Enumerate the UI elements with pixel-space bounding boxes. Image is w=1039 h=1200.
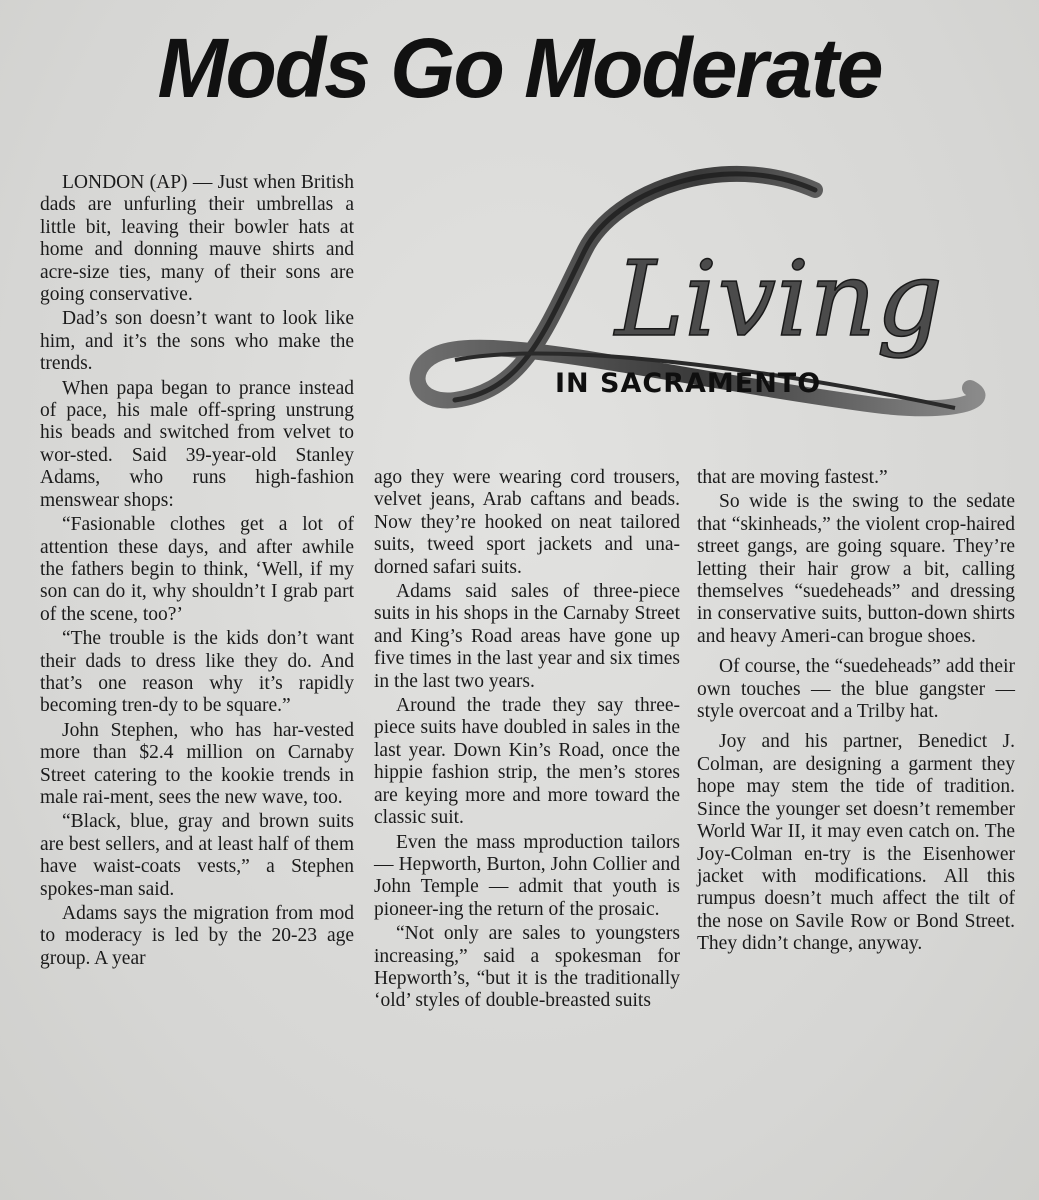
- article-column-3: [697, 467, 1015, 958]
- living-logo-graphic: [395, 160, 1005, 430]
- paragraph: John Stephen, who has har-vested more than $2.4 million on Carnaby Street catering to the kookie trends in male rai-ment, sees the new wave, too.: [40, 719, 354, 808]
- paragraph: Joy and his partner, Benedict J. Colman, are designing a garment they hope may stem the tide of tradition. Since the younger set doesn’t remember World War II, it may even catch on. The Joy-Colman en-try is the Eisenhower jacket with modifications. All this rumpus doesn’t much affect the tilt of the nose on Savile Row or Bond Street. They didn’t change, anyway.: [697, 731, 1015, 955]
- paragraph: Of course, the “suedeheads” add their own touches — the blue gangster — style overcoat and a Trilby hat.: [697, 656, 1015, 723]
- paragraph: LONDON (AP) — Just when British dads are unfurling their umbrellas a little bit, leaving their bowler hats at home and donning mauve shirts and acre-size ties, many of their sons are going conservative.: [40, 172, 354, 306]
- paragraph: When papa began to prance instead of pace, his male off-spring unstrung his beads and switched from velvet to wor-sted. Said 39-year-old Stanley Adams, who runs high-fashion menswear shops:: [40, 377, 354, 511]
- paragraph: Adams said sales of three-piece suits in his shops in the Carnaby Street and King’s Road areas have gone up five times in the last year and six times in the last two years.: [374, 581, 680, 692]
- paragraph: ago they were wearing cord trousers, velvet jeans, Arab caftans and beads. Now they’re hooked on neat tailored suits, tweed sport jackets and una-dorned safari suits.: [374, 467, 680, 578]
- paragraph: that are moving fastest.”: [697, 467, 888, 488]
- paragraph: So wide is the swing to the sedate that “skinheads,” the violent crop-haired street gangs, are going square. They’re letting their hair grow a bit, calling themselves “suedeheads” and dressing in conservative suits, button-down shirts and heavy Ameri-can brogue shoes.: [697, 491, 1015, 647]
- paragraph: Dad’s son doesn’t want to look like him, and it’s the sons who make the trends.: [40, 308, 354, 375]
- living-in-sacramento-logo: [395, 160, 1005, 430]
- logo-script-word: Living: [615, 238, 943, 360]
- article-column-2: [374, 467, 680, 1015]
- paragraph: “Black, blue, gray and brown suits are best sellers, and at least half of them have waist-coats vests,” a Stephen spokes-man said.: [40, 811, 354, 900]
- paragraph: Even the mass mproduction tailors — Hepworth, Burton, John Collier and John Temple — admit that youth is pioneer-ing the return of the prosaic.: [374, 831, 680, 920]
- paragraph: “Not only are sales to youngsters increasing,” said a spokesman for Hepworth’s, “but it is the traditionally ‘old’ styles of double-breasted suits: [374, 923, 680, 1012]
- paragraph: Adams says the migration from mod to moderacy is led by the 20-23 age group. A year: [40, 903, 354, 969]
- article-column-1: [40, 172, 354, 972]
- paragraph: “The trouble is the kids don’t want their dads to dress like they do. And that’s one reason why it’s rapidly becoming tren-dy to be square.”: [40, 628, 354, 717]
- logo-subtitle: IN SACRAMENTO: [555, 368, 822, 399]
- headline: Mods Go Moderate: [157, 21, 882, 115]
- paragraph: Around the trade they say three-piece suits have doubled in sales in the last year. Down Kin’s Road, once the hippie fashion strip, the men’s stores are keying more and more toward the classic suit.: [374, 695, 680, 829]
- paragraph: “Fasionable clothes get a lot of attention these days, and after awhile the fathers begin to think, ‘Well, if my son can do it, why shouldn’t I grab part of the scene, too?’: [40, 514, 354, 625]
